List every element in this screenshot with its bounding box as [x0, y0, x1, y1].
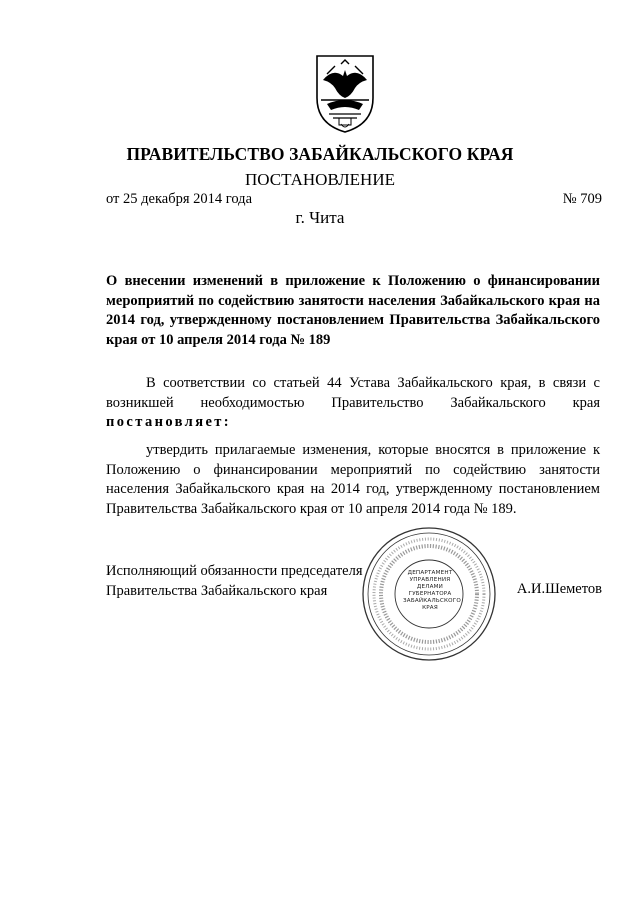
signatory-title-line2: Правительства Забайкальского края — [106, 582, 328, 599]
seal-line: ЗАБАЙКАЛЬСКОГО — [403, 598, 461, 604]
document-number: № 709 — [562, 191, 602, 207]
seal-line: КРАЯ — [422, 605, 438, 611]
preamble-paragraph — [106, 374, 600, 433]
signatory-name: А.И.Шеметов — [516, 581, 602, 597]
seal-line: УПРАВЛЕНИЯ — [409, 577, 451, 583]
seal-line: ДЕЛАМИ — [416, 584, 444, 590]
seal-line: ДЕПАРТАМЕНТ — [407, 570, 453, 576]
signatory-title-line1: Исполняющий обязанности председателя — [106, 563, 363, 579]
seal-line: ГУБЕРНАТОРА — [408, 591, 452, 597]
decree-word: постановляет: — [106, 414, 232, 430]
document-date: от 25 декабря 2014 года — [106, 191, 252, 207]
government-title: ПРАВИТЕЛЬСТВО ЗАБАЙКАЛЬСКОГО КРАЯ — [126, 144, 514, 164]
coat-of-arms-icon — [305, 52, 385, 134]
document-type: ПОСТАНОВЛЕНИЕ — [244, 170, 395, 189]
preamble-text: В соответствии со статьей 44 Устава Забайкальского края, в связи с возникшей необходимостью Правительство Забайкальского края — [106, 375, 600, 411]
document-subject: О внесении изменений в приложение к Положению о финансировании мероприятий по содействию занятости населения Забайкальского края на 2014 год, утвержденному постановлением Правительства Забайкальского края от 10 апреля 2014 года № 189 — [106, 273, 600, 348]
signatory-title — [106, 562, 363, 601]
seal-center-text — [403, 570, 461, 612]
resolution-paragraph: утвердить прилагаемые изменения, которые вносятся в приложение к Положению о финансировании мероприятий по содействию занятости населения Забайкальского края на 2014 год, утвержденному постановлением Правительства Забайкальского края от 10 апреля 2014 года № 189. — [106, 442, 600, 517]
document-city: г. Чита — [295, 208, 345, 227]
